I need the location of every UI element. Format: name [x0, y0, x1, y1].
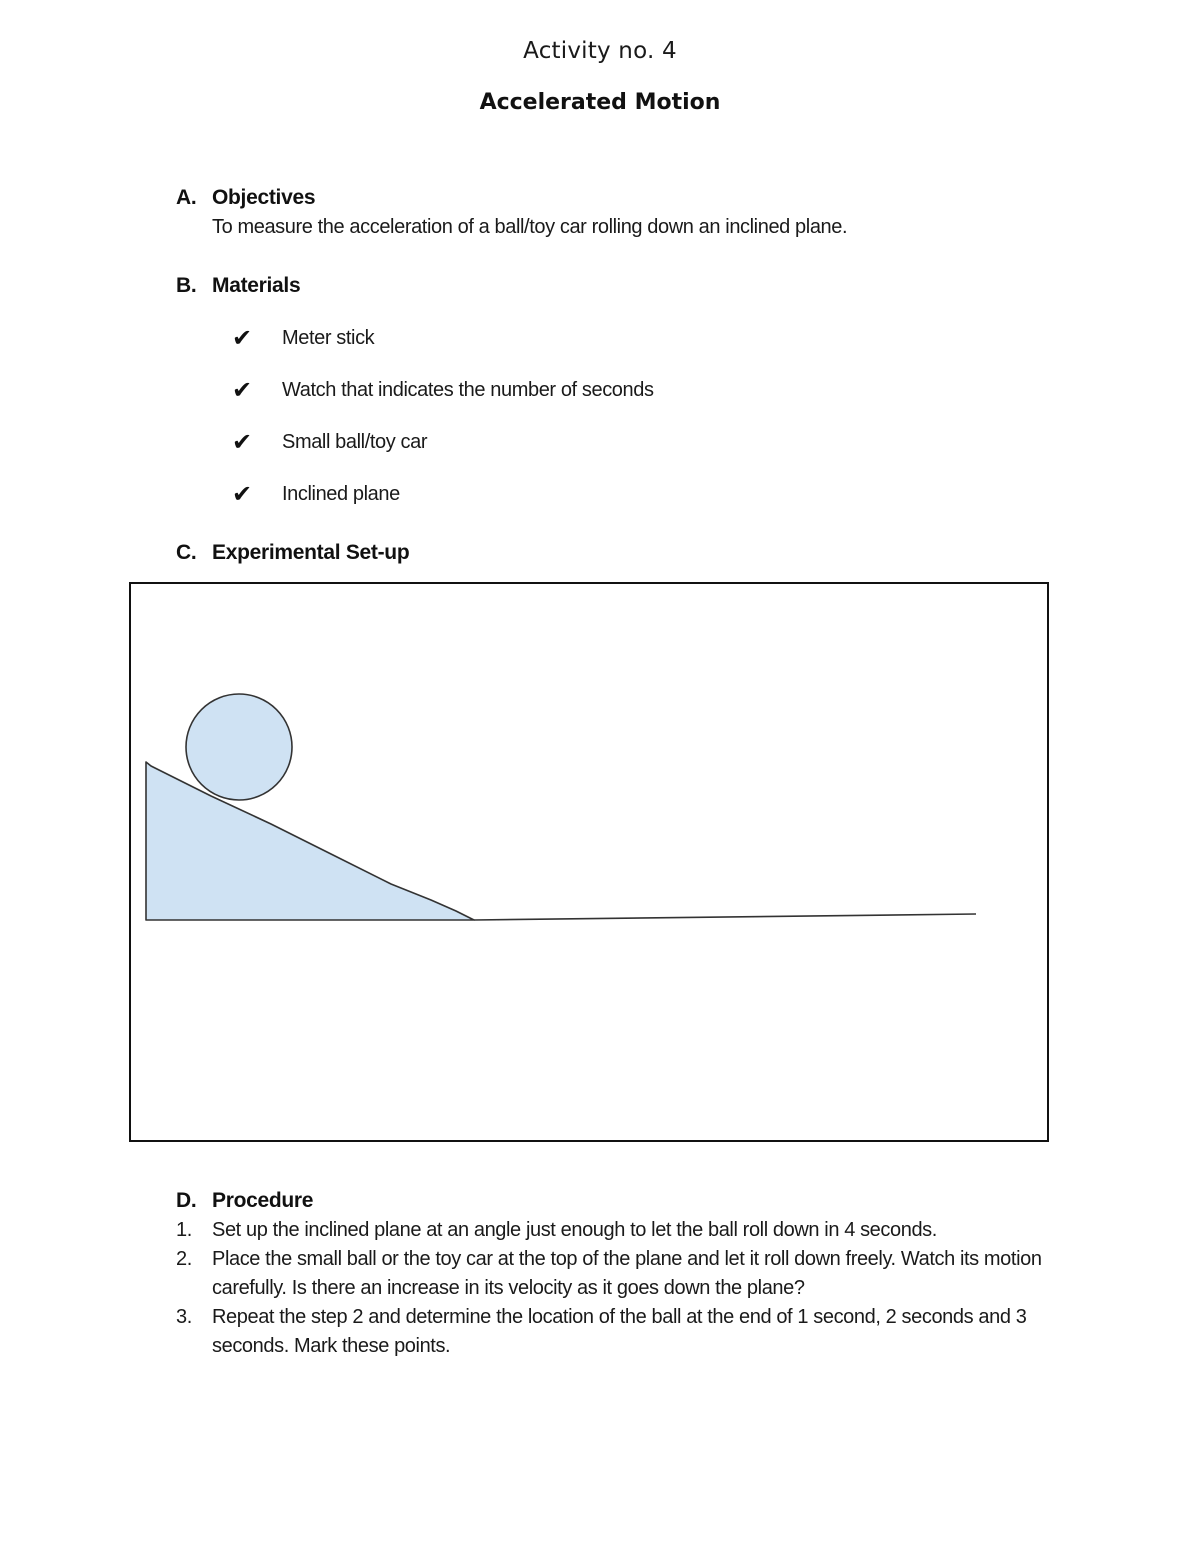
procedure-list	[176, 1216, 1076, 1361]
procedure-heading-text: Procedure	[212, 1189, 314, 1212]
check-mark-icon: ✔	[232, 480, 252, 508]
inclined-plane	[146, 762, 474, 920]
objectives-letter: A.	[176, 186, 197, 209]
objectives-heading-text: Objectives	[212, 186, 316, 209]
materials-letter: B.	[176, 274, 197, 297]
setup-heading	[176, 541, 409, 565]
step-text: Place the small ball or the toy car at the top of the plane and let it roll down freely. Watch its motion carefully. Is there an increase in its velocity as it goes down the plane?	[212, 1248, 1042, 1299]
material-label: Watch that indicates the number of seconds	[282, 378, 654, 401]
materials-heading	[176, 274, 300, 298]
list-item	[232, 312, 654, 364]
step-text: Set up the inclined plane at an angle just enough to let the ball roll down in 4 seconds.	[212, 1219, 937, 1241]
list-item	[232, 416, 654, 468]
check-mark-icon: ✔	[232, 376, 252, 404]
step-text: Repeat the step 2 and determine the location of the ball at the end of 1 second, 2 seconds and 3 seconds. Mark these points.	[212, 1306, 1027, 1357]
list-item	[232, 364, 654, 416]
material-label: Inclined plane	[282, 482, 400, 505]
list-item	[232, 468, 654, 520]
step-number: 3.	[176, 1306, 192, 1328]
step-number: 1.	[176, 1219, 192, 1241]
page-title: Accelerated Motion	[479, 90, 721, 115]
material-label: Small ball/toy car	[282, 430, 428, 453]
activity-number: Activity no. 4	[523, 38, 677, 64]
materials-heading-text: Materials	[212, 274, 301, 297]
objectives-heading	[176, 186, 315, 210]
materials-list	[232, 312, 654, 520]
ground-line	[474, 914, 976, 920]
setup-heading-text: Experimental Set-up	[212, 541, 410, 564]
material-label: Meter stick	[282, 326, 375, 349]
ball	[186, 694, 292, 800]
setup-diagram	[131, 584, 1047, 1140]
objectives-text: To measure the acceleration of a ball/toy car rolling down an inclined plane.	[212, 216, 848, 238]
procedure-step	[176, 1245, 1076, 1303]
check-mark-icon: ✔	[232, 428, 252, 456]
step-number: 2.	[176, 1248, 192, 1270]
check-mark-icon: ✔	[232, 324, 252, 352]
setup-letter: C.	[176, 541, 197, 564]
procedure-step	[176, 1303, 1076, 1361]
procedure-heading	[176, 1189, 313, 1213]
procedure-letter: D.	[176, 1189, 197, 1212]
experimental-setup-figure	[129, 582, 1049, 1142]
procedure-step	[176, 1216, 1076, 1245]
